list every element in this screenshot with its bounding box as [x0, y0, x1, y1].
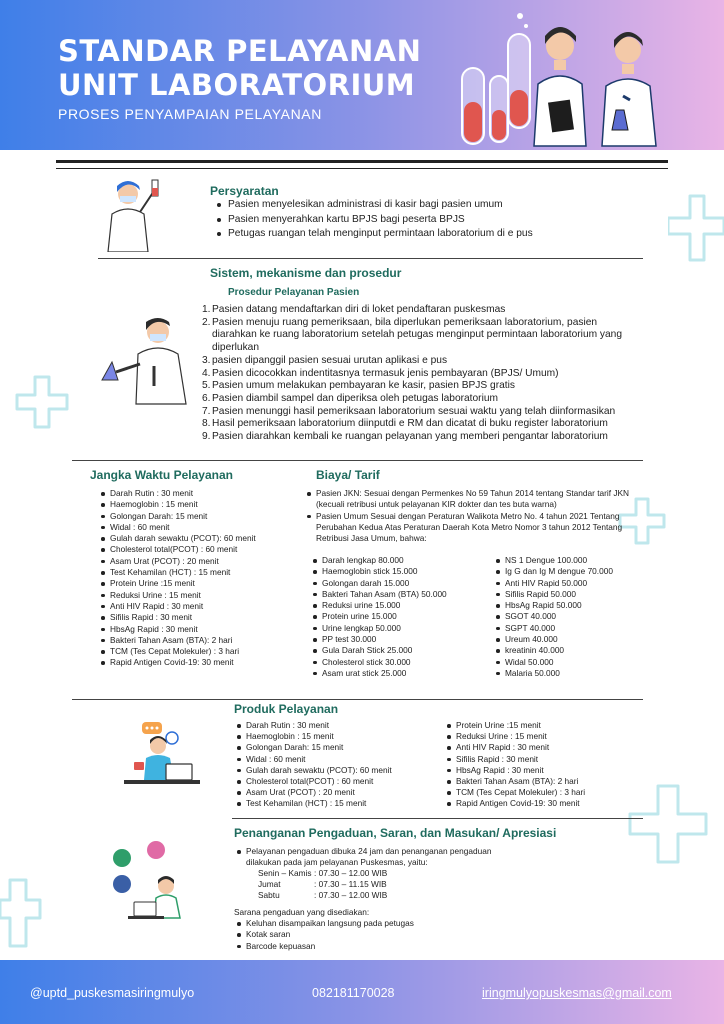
list-item: SGOT 40.000	[495, 611, 613, 622]
list-item	[202, 406, 642, 419]
section-divider	[72, 460, 643, 461]
schedule-day: Senin – Kamis	[258, 868, 312, 878]
worker-at-laptop-icon	[120, 718, 202, 790]
pengaduan-title: Penanganan Pengaduan, Saran, dan Masukan/ Apresiasi	[234, 826, 557, 840]
sistem-title: Sistem, mekanisme dan prosedur	[210, 266, 402, 280]
list-item: Haemoglobin : 15 menit	[100, 499, 256, 510]
list-item: Golongan Darah: 15 menit	[236, 742, 392, 753]
list-item: Bakteri Tahan Asam (BTA): 2 hari	[100, 635, 256, 646]
list-item: Widal : 60 menit	[100, 522, 256, 533]
list-item: Keluhan disampaikan langsung pada petugas	[236, 918, 414, 929]
step-number: 8.	[202, 418, 211, 430]
produk-list-col1	[236, 720, 392, 810]
list-item	[202, 418, 642, 431]
biaya-intro-list	[306, 488, 644, 544]
jam-pelayanan-schedule	[258, 868, 387, 902]
instagram-handle[interactable]: @uptd_puskesmasiringmulyo	[30, 986, 195, 1000]
list-item: Pasien Umum Sesuai dengan Peraturan Walikota Metro No. 4 tahun 2021 Tentang Perubahan Kedua Atas Peraturan Daerah Kota Metro Nomor 3 tahun 2012 Tentang Retribusi Jasa Umum, bahwa:	[306, 511, 644, 545]
list-item: SGPT 40.000	[495, 623, 613, 634]
footer-banner	[0, 960, 724, 1024]
list-item: Anti HIV Rapid : 30 menit	[446, 742, 585, 753]
list-item: Petugas ruangan telah menginput permintaan laboratorium di e pus	[214, 227, 533, 242]
list-item: Golongan darah 15.000	[312, 578, 447, 589]
list-item: Sifilis Rapid 50.000	[495, 589, 613, 600]
list-item: TCM (Tes Cepat Molekuler) : 3 hari	[100, 646, 256, 657]
step-number: 6.	[202, 392, 211, 404]
top-rule-thin	[56, 168, 668, 169]
prosedur-list	[202, 304, 642, 444]
step-number: 2.	[202, 316, 211, 328]
top-rule-thick	[56, 160, 668, 163]
list-item: Asam Urat (PCOT) : 20 menit	[236, 787, 392, 798]
schedule-row	[258, 879, 387, 890]
list-item: Anti HIV Rapid : 30 menit	[100, 601, 256, 612]
title-line-2: UNIT LABORATORIUM	[58, 68, 416, 102]
step-text: Hasil pemeriksaan laboratorium diinputdi e RM dan dicatat di buku register laboratorium	[212, 418, 608, 430]
lab-technician-icon	[96, 312, 196, 414]
scientists-with-test-tubes-icon	[450, 6, 720, 150]
schedule-row	[258, 868, 387, 879]
list-item: Ureum 40.000	[495, 634, 613, 645]
step-text: Pasien datang mendaftarkan diri di loket pendaftaran puskesmas	[212, 304, 506, 315]
step-text: Pasien menuju ruang pemeriksaan, bila diperlukan pemeriksaan laboratorium, pasien diarahkan ke ruang laboratorium setelah petugas menginput permintaan laboratorium yang diperlukan	[212, 316, 623, 354]
produk-title: Produk Pelayanan	[234, 702, 339, 716]
schedule-time: : 07.30 – 11.15 WIB	[314, 879, 387, 890]
step-text: Pasien diambil sampel dan diperiksa oleh petugas laboratorium	[212, 392, 498, 404]
list-item: Ig G dan Ig M dengue 70.000	[495, 566, 613, 577]
step-number: 3.	[202, 354, 211, 366]
list-item: HbsAg Rapid 50.000	[495, 600, 613, 611]
pengaduan-intro-list	[236, 846, 514, 869]
list-item: Test Kehamilan (HCT) : 15 menit	[236, 798, 392, 809]
list-item: Widal : 60 menit	[236, 754, 392, 765]
list-item	[202, 304, 642, 317]
step-number: 5.	[202, 380, 211, 392]
email-link[interactable]: iringmulyopuskesmas@gmail.com	[482, 986, 672, 1000]
plus-outline-icon	[14, 374, 70, 430]
list-item: Cholesterol total(PCOT) : 60 menit	[236, 776, 392, 787]
list-item: Test Kehamilan (HCT) : 15 menit	[100, 567, 256, 578]
list-item: Reduksi urine 15.000	[312, 600, 447, 611]
list-item: Malaria 50.000	[495, 668, 613, 679]
customer-service-icon	[108, 840, 188, 920]
step-text: Pasien menunggi hasil pemeriksaan laboratorium sesuai waktu yang telah diinformasikan	[212, 405, 616, 417]
list-item: HbsAg Rapid : 30 menit	[446, 765, 585, 776]
persyaratan-title: Persyaratan	[210, 184, 279, 198]
section-divider	[72, 699, 643, 700]
list-item: Kotak saran	[236, 929, 414, 940]
tarif-list-col1	[312, 555, 447, 679]
sarana-list	[236, 918, 414, 952]
list-item: Rapid Antigen Covid-19: 30 menit	[446, 798, 585, 809]
list-item: Darah Rutin : 30 menit	[236, 720, 392, 731]
list-item	[202, 380, 642, 393]
list-item: Sifilis Rapid : 30 menit	[100, 612, 256, 623]
list-item: Barcode kepuasan	[236, 941, 414, 952]
list-item: Pelayanan pengaduan dibuka 24 jam dan penanganan pengaduan dilakukan pada jam pelayanan Puskesmas, yaitu:	[236, 846, 514, 869]
schedule-row	[258, 890, 387, 901]
plus-outline-icon	[0, 876, 42, 952]
list-item: Anti HIV Rapid 50.000	[495, 578, 613, 589]
step-number: 9.	[202, 431, 211, 443]
plus-outline-icon	[626, 782, 710, 866]
list-item: Bakteri Tahan Asam (BTA): 2 hari	[446, 776, 585, 787]
list-item: Sifilis Rapid : 30 menit	[446, 754, 585, 765]
list-item: Golongan Darah: 15 menit	[100, 511, 256, 522]
list-item: Urine lengkap 50.000	[312, 623, 447, 634]
list-item: Haemoglobin : 15 menit	[236, 731, 392, 742]
list-item: Gulah darah sewaktu (PCOT): 60 menit	[100, 533, 256, 544]
list-item: NS 1 Dengue 100.000	[495, 555, 613, 566]
schedule-time: : 07.30 – 12.00 WIB	[314, 868, 388, 878]
list-item: Cholesterol total(PCOT) : 60 menit	[100, 544, 256, 555]
list-item: Pasien menyerahkan kartu BPJS bagi peserta BPJS	[214, 213, 533, 228]
step-text: Pasien diarahkan kembali ke ruangan pelayanan yang memberi pengantar laboratorium	[212, 431, 608, 443]
phone-number[interactable]: 082181170028	[312, 986, 395, 1000]
title-line-1: STANDAR PELAYANAN	[58, 34, 422, 68]
section-divider	[232, 818, 643, 819]
list-item: Rapid Antigen Covid-19: 30 menit	[100, 657, 256, 668]
header-banner	[0, 0, 724, 150]
list-item: TCM (Tes Cepat Molekuler) : 3 hari	[446, 787, 585, 798]
list-item: Reduksi Urine : 15 menit	[100, 590, 256, 601]
list-item	[202, 355, 642, 368]
list-item	[202, 431, 642, 444]
list-item: Reduksi Urine : 15 menit	[446, 731, 585, 742]
list-item	[202, 393, 642, 406]
plus-outline-icon	[668, 192, 724, 264]
step-text: Pasien dicocokkan indentitasnya termasuk jenis pembayaran (BPJS/ Umum)	[212, 367, 559, 379]
list-item: Pasien menyelesikan administrasi di kasir bagi pasien umum	[214, 198, 533, 213]
tarif-list-col2	[495, 555, 613, 679]
biaya-title: Biaya/ Tarif	[316, 468, 380, 482]
list-item: kreatinin 40.000	[495, 645, 613, 656]
list-item: Protein Urine :15 menit	[100, 578, 256, 589]
persyaratan-list	[214, 198, 533, 242]
list-item	[202, 317, 642, 355]
prosedur-subtitle: Prosedur Pelayanan Pasien	[228, 287, 360, 298]
list-item: Gulah darah sewaktu (PCOT): 60 menit	[236, 765, 392, 776]
lab-technician-icon	[102, 176, 166, 252]
list-item: Darah lengkap 80.000	[312, 555, 447, 566]
list-item: Gula Darah Stick 25.000	[312, 645, 447, 656]
step-number: 4.	[202, 367, 211, 379]
schedule-time: : 07.30 – 12.00 WIB	[314, 890, 388, 901]
produk-list-col2	[446, 720, 585, 810]
section-divider	[98, 258, 643, 259]
list-item: Haemoglobin stick 15.000	[312, 566, 447, 577]
list-item: Bakteri Tahan Asam (BTA) 50.000	[312, 589, 447, 600]
page-title	[58, 34, 421, 102]
list-item: Widal 50.000	[495, 657, 613, 668]
schedule-day: Sabtu	[258, 890, 280, 901]
list-item: Protein Urine :15 menit	[446, 720, 585, 731]
list-item	[202, 368, 642, 381]
list-item: Protein urine 15.000	[312, 611, 447, 622]
list-item: Pasien JKN: Sesuai dengan Permenkes No 59 Tahun 2014 tentang Standar tarif JKN (kecuali retribusi untuk pelayanan KIR dokter dan tes buta warna)	[306, 488, 644, 511]
list-item: PP test 30.000	[312, 634, 447, 645]
sarana-label: Sarana pengaduan yang disediakan:	[234, 907, 370, 917]
step-text: pasien dipanggil pasien sesuai urutan aplikasi e pus	[212, 354, 448, 366]
list-item: HbsAg Rapid : 30 menit	[100, 624, 256, 635]
step-number: 7.	[202, 405, 211, 417]
schedule-day: Jumat	[258, 879, 281, 890]
page-subtitle: PROSES PENYAMPAIAN PELAYANAN	[58, 106, 322, 122]
jangka-title: Jangka Waktu Pelayanan	[90, 468, 233, 482]
step-text: Pasien umum melakukan pembayaran ke kasir, pasien BPJS gratis	[212, 380, 515, 392]
list-item: Asam urat stick 25.000	[312, 668, 447, 679]
list-item: Cholesterol stick 30.000	[312, 657, 447, 668]
step-number: 1.	[202, 304, 211, 315]
list-item: Asam Urat (PCOT) : 20 menit	[100, 556, 256, 567]
list-item: Darah Rutin : 30 menit	[100, 488, 256, 499]
jangka-list	[100, 488, 256, 669]
